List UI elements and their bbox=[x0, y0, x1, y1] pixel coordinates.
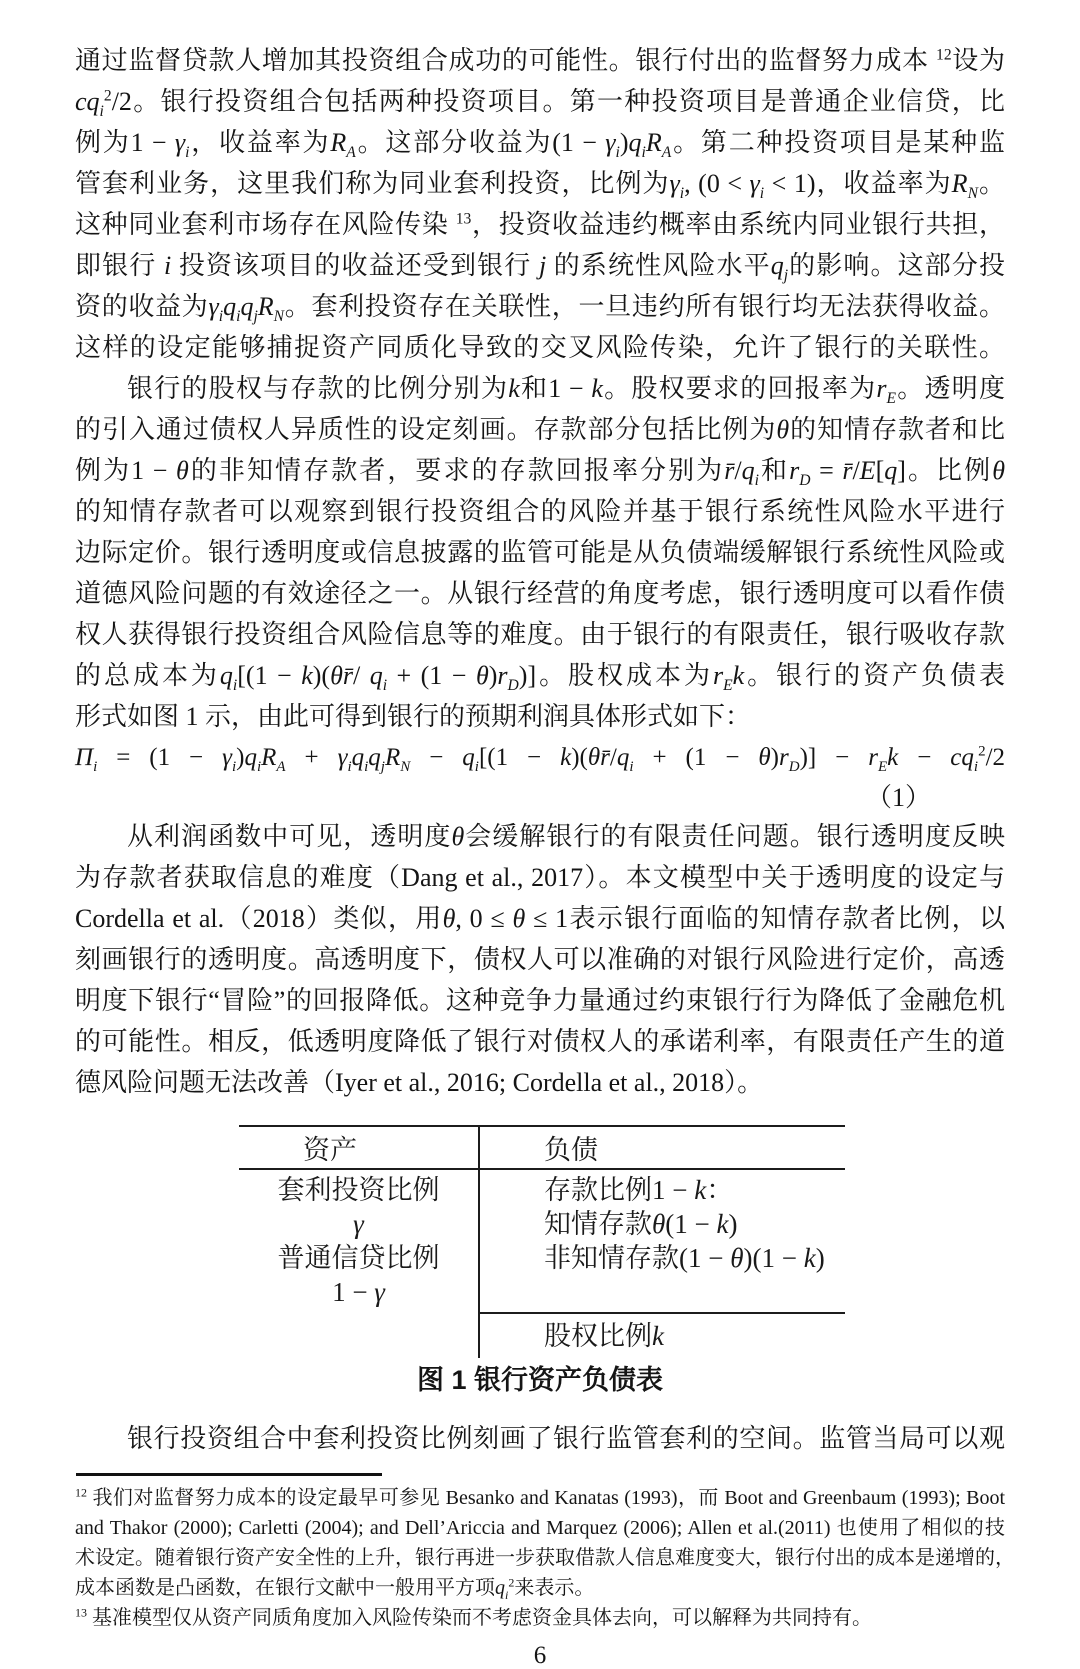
text-line: 这种同业套利市场存在风险传染 $^{13}$，投资收益违约概率由系统内同业银行共担， bbox=[75, 210, 1005, 239]
table-cell-line: 1 − γ bbox=[332, 1277, 385, 1307]
paragraph-1 bbox=[75, 40, 1005, 368]
table-equity-spacer bbox=[239, 1312, 480, 1358]
footnote-13 bbox=[75, 1603, 1005, 1633]
table-cell-line: 知情存款θ(1 − k) bbox=[544, 1209, 738, 1239]
equation-formula: $\Pi_i = (1 - \gamma_i)q_iR_A + \gamma_iq_iq_jR_N - q_i[(1$ − $k)(\theta r̄/q_i + (1 - \theta)r_D)] - r_Ek - cq_i^2/2$ bbox=[75, 743, 1006, 775]
footnote-line: $^{13}$ 基准模型仅从资产同质角度加入风险传染而不考虑资金具体去向，可以解释为共同持有。 bbox=[75, 1605, 872, 1629]
table-assets-cell bbox=[239, 1170, 480, 1312]
text-line: 管套利业务，这里我们称为同业套利投资，比例为$\gamma_i$, $(0 < \gamma_i < 1)$，收益率为$R_N$。 bbox=[75, 169, 1005, 203]
text-line: 从利润函数中可见，透明度θ会缓解银行的有限责任问题。银行透明度反映 bbox=[127, 822, 1005, 851]
text-line: 边际定价。银行透明度或信息披露的监管可能是从负债端缓解银行系统性风险或 bbox=[75, 538, 1005, 567]
text-line: 这样的设定能够捕捉资产同质化导致的交叉风险传染，允许了银行的关联性。 bbox=[75, 333, 1005, 362]
text-line: 即银行 i 投资该项目的收益还受到银行 j 的系统性风险水平$q_j$的影响。这部分投 bbox=[75, 251, 1005, 285]
table-header-assets: 资产 bbox=[239, 1127, 480, 1168]
text-line: 通过监督贷款人增加其投资组合成功的可能性。银行付出的监督努力成本 $^{12}$设为 bbox=[75, 46, 1005, 75]
text-line: 的总成本为$q_i[(1$ − k)(θr̄/ $q_i + (1 - \theta)r_D$)]。股权成本为$r_Ek$。银行的资产负债表 bbox=[75, 661, 1005, 695]
paragraph-3 bbox=[75, 816, 1005, 1103]
table-equity-row bbox=[239, 1312, 845, 1358]
paragraph-4 bbox=[75, 1418, 1005, 1459]
text-line: 刻画银行的透明度。高透明度下，债权人可以准确的对银行风险进行定价，高透 bbox=[75, 945, 1005, 974]
text-line: Cordella et al.（2018）类似，用θ, 0 ≤ θ ≤ 1表示银行面临的知情存款者比例，以 bbox=[75, 904, 1005, 933]
table-header-row bbox=[239, 1125, 845, 1170]
footnote-line: 成本函数是凸函数，在银行文献中一般用平方项$q_i^2$来表示。 bbox=[75, 1575, 595, 1602]
text-line: 的知情存款者可以观察到银行投资组合的风险并基于银行系统性风险水平进行 bbox=[75, 497, 1005, 526]
text-line: 的可能性。相反，低透明度降低了银行对债权人的承诺利率，有限责任产生的道 bbox=[75, 1027, 1005, 1056]
paragraph-2 bbox=[75, 368, 1005, 737]
figure-caption: 图 1 银行资产负债表 bbox=[416, 1365, 664, 1395]
footnote-12 bbox=[75, 1483, 1015, 1603]
text-line: 资的收益为$\gamma_iq_iq_jR_N$。套利投资存在关联性，一旦违约所有银行均无法获得收益。 bbox=[75, 292, 1005, 326]
text-line: 为存款者获取信息的难度（Dang et al., 2017）。本文模型中关于透明度的设定与 bbox=[75, 863, 1005, 892]
text-line: 银行的股权与存款的比例分别为k和1 − k。股权要求的回报率为$r_E$。透明度 bbox=[127, 374, 1005, 408]
equation-number: （1） bbox=[865, 783, 931, 812]
text-line: 例为$1 - \gamma_i$，收益率为$R_A$。这部分收益为$(1 - \gamma_i)q_iR_A$。第二种投资项目是某种监 bbox=[75, 128, 1005, 162]
footnote-divider bbox=[76, 1473, 382, 1476]
text-line: 权人获得银行投资组合风险信息等的难度。由于银行的有限责任，银行吸收存款 bbox=[75, 620, 1005, 649]
table-body-row bbox=[239, 1170, 845, 1312]
table-cell-line: 非知情存款(1 − θ)(1 − k) bbox=[544, 1243, 825, 1273]
text-line: 例为1 − θ的非知情存款者，要求的存款回报率分别为$r̄/q_i$和$r_D$ = r̄/E[q]。比例θ bbox=[75, 456, 1005, 490]
text-line: 形式如图 1 示，由此可得到银行的预期利润具体形式如下： bbox=[75, 702, 752, 731]
balance-sheet-table bbox=[239, 1125, 845, 1358]
text-line: 道德风险问题的有效途径之一。从银行经营的角度考虑，银行透明度可以看作债 bbox=[75, 579, 1005, 608]
text-line: 明度下银行“冒险”的回报降低。这种竞争力量通过约束银行行为降低了金融危机 bbox=[75, 986, 1005, 1015]
text-line: 德风险问题无法改善（Iyer et al., 2016; Cordella et al., 2018）。 bbox=[75, 1068, 764, 1097]
equation-1 bbox=[75, 737, 1005, 816]
table-cell-line: 套利投资比例 bbox=[277, 1175, 440, 1205]
footnote-line: $^{12}$ 我们对监督努力成本的设定最早可参见 Besanko and Kanatas (1993)，而 Boot and Greenbaum (1993); Boot bbox=[75, 1485, 1005, 1509]
table-header-liabilities: 负债 bbox=[544, 1135, 598, 1165]
footnote-line: and Thakor (2000); Carletti (2004); and Dell’Ariccia and Marquez (2006); Allen et al.(2011) 也使用了相似的技 bbox=[75, 1517, 1005, 1539]
page-number: 6 bbox=[533, 1642, 547, 1669]
table-equity-cell: 股权比例k bbox=[480, 1312, 845, 1358]
table-cell-line: 普通信贷比例 bbox=[277, 1243, 440, 1273]
footnote-line: 术设定。随着银行资产安全性的上升，银行再进一步获取借款人信息难度变大，银行付出的成本是递增的， bbox=[75, 1547, 1015, 1569]
text-line: 银行投资组合中套利投资比例刻画了银行监管套利的空间。监管当局可以观 bbox=[127, 1424, 1005, 1453]
text-line: 的引入通过债权人异质性的设定刻画。存款部分包括比例为θ的知情存款者和比 bbox=[75, 415, 1005, 444]
table-cell-line: γ bbox=[353, 1209, 364, 1239]
table-cell-line: 存款比例1 − k： bbox=[544, 1175, 734, 1205]
text-line: $cq_i^2/2$。银行投资组合包括两种投资项目。第一种投资项目是普通企业信贷，比 bbox=[75, 87, 1005, 121]
table-liabilities-cell bbox=[480, 1170, 845, 1312]
